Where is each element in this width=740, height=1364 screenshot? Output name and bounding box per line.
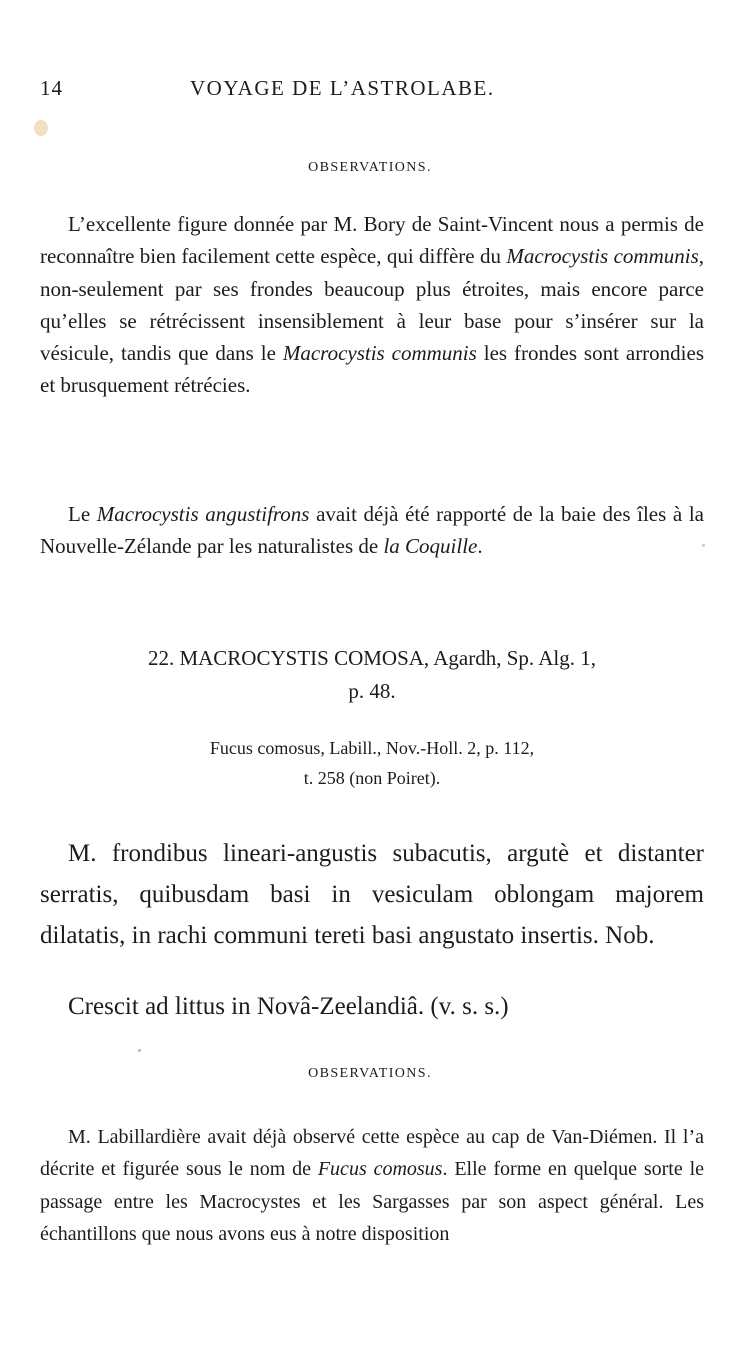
- taxon-name: Macrocystis angustifrons: [96, 502, 310, 526]
- running-title: VOYAGE DE L’ASTROLABE.: [190, 76, 495, 100]
- paper-speck: [138, 1049, 141, 1052]
- species-synonym: [40, 733, 704, 793]
- section-heading-observations-1: OBSERVATIONS.: [308, 160, 432, 175]
- species-entry-title: [40, 642, 704, 708]
- observation-paragraph-3: M. Labillardière avait déjà observé cette espèce au cap de Van-Diémen. Il l’a décrite et figurée sous le nom de Fucus comosus. Elle forme en quelque sorte le passage entre les Macrocystes et les Sargasses par son aspect général. Les échantillons que nous avons eus à notre disposition: [40, 1126, 705, 1245]
- species-title-line-1: 22. MACROCYSTIS COMOSA, Agardh, Sp. Alg. 1,: [147, 646, 597, 670]
- running-head: [40, 76, 700, 102]
- observation-paragraph-1: L’excellente figure donnée par M. Bory de Saint-Vincent nous a permis de reconnaître bien facilement cette espèce, qui diffère du Macrocystis communis, non-seulement par ses frondes beaucoup plus étroites, mais encore parce qu’elles se rétrécissent insensiblement à leur base pour s’insérer sur la vésicule, tandis que dans le Macrocystis communis les frondes sont arrondies et brusquement rétrécies.: [40, 212, 705, 398]
- paper-stain: [34, 120, 48, 136]
- section-heading-observations-2: OBSERVATIONS.: [308, 1066, 432, 1081]
- species-habitat: Crescit ad littus in Novâ-Zeelandiâ. (v. s. s.): [68, 993, 509, 1020]
- ship-name: la Coquille: [383, 534, 478, 559]
- synonym-line-1: Fucus comosus, Labill., Nov.-Holl. 2, p. 112,: [209, 738, 535, 758]
- species-title-line-2: p. 48.: [348, 679, 396, 703]
- taxon-name: Macrocystis communis: [506, 244, 699, 269]
- taxon-name: Macrocystis communis: [282, 341, 477, 366]
- page-number: 14: [40, 76, 63, 100]
- species-diagnosis: M. frondibus lineari-angustis subacutis, argutè et distanter serratis, quibusdam basi in vesiculam oblongam majorem dilatatis, in rachi communi tereti basi angustato insertis. Nob.: [40, 840, 704, 949]
- synonym-line-2: t. 258 (non Poiret).: [303, 768, 441, 788]
- taxon-name: Fucus comosus: [317, 1158, 443, 1181]
- observation-paragraph-2: Le Macrocystis angustifrons avait déjà été rapporté de la baie des îles à la Nouvelle-Zélande par les naturalistes de la Coquille.: [40, 502, 704, 559]
